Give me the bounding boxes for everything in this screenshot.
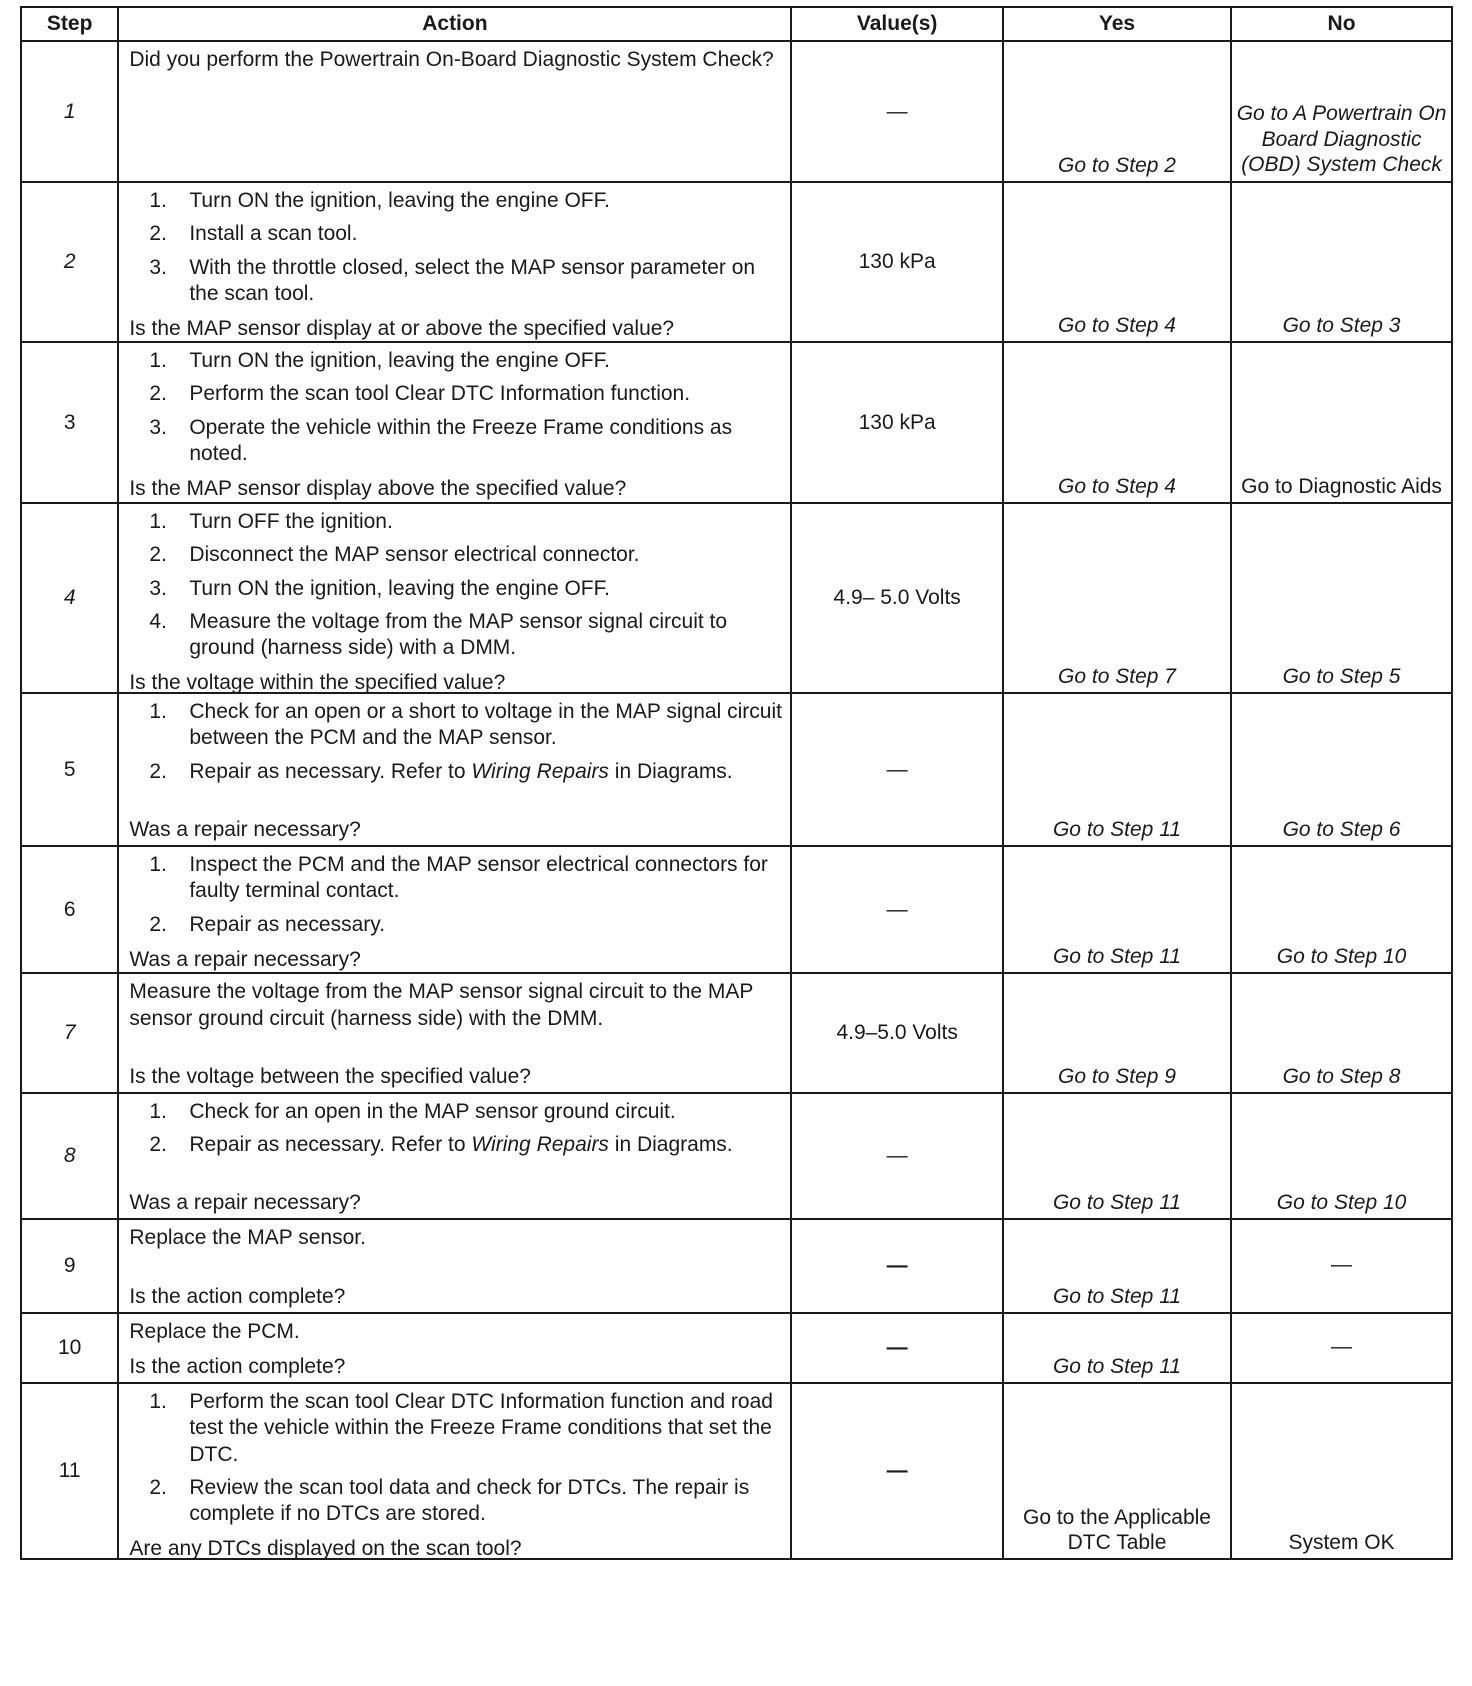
yes-cell[interactable]: Go to Step 4 <box>1003 342 1231 503</box>
action-cell <box>118 342 791 503</box>
action-body <box>129 509 782 668</box>
diagnostic-table <box>20 6 1453 1560</box>
action-body <box>129 1225 782 1252</box>
action-steps <box>129 699 782 785</box>
no-cell[interactable]: Go to Step 8 <box>1231 973 1452 1093</box>
table-row <box>21 503 1452 693</box>
action-cell <box>118 973 791 1093</box>
action-step-item: 2. Repair as necessary. <box>129 912 782 938</box>
action-body <box>129 1099 782 1166</box>
table-row <box>21 693 1452 846</box>
table-row <box>21 1383 1452 1559</box>
table-row <box>21 846 1452 973</box>
action-steps <box>129 1389 782 1527</box>
action-step-item: 1. Turn ON the ignition, leaving the engine OFF. <box>129 188 782 214</box>
action-question: Is the MAP sensor display above the specified value? <box>129 477 627 500</box>
action-step-number: 2. <box>149 912 167 936</box>
action-intro: Did you perform the Powertrain On-Board Diagnostic System Check? <box>129 48 774 71</box>
action-body <box>129 188 782 314</box>
step-number: 1 <box>21 41 118 182</box>
action-question: Is the voltage within the specified value? <box>129 671 506 695</box>
action-content <box>129 348 782 500</box>
action-step-number: 3. <box>149 255 167 279</box>
action-step-item: 1. Perform the scan tool Clear DTC Information function and road test the vehicle within the Freeze Frame conditions that set the DTC. <box>149 1390 773 1466</box>
action-content <box>129 1099 782 1216</box>
step-number: 8 <box>21 1093 118 1219</box>
action-step-item: 2. Install a scan tool. <box>129 221 782 247</box>
step-number: 7 <box>21 973 118 1093</box>
action-steps <box>129 348 782 467</box>
no-cell[interactable]: Go to Step 10 <box>1231 846 1452 973</box>
action-step-number: 1. <box>149 189 167 212</box>
action-body <box>129 852 782 945</box>
value-cell: 130 kPa <box>791 342 1002 503</box>
table-row <box>21 41 1452 182</box>
action-step-number: 1. <box>149 700 167 723</box>
header-yes: Yes <box>1003 7 1231 41</box>
action-step-number: 1. <box>149 853 167 876</box>
yes-cell[interactable]: Go to Step 4 <box>1003 182 1231 342</box>
action-step-number: 4. <box>149 609 167 633</box>
action-intro: Replace the MAP sensor. <box>129 1226 366 1249</box>
value-cell: 4.9–5.0 Volts <box>791 973 1002 1093</box>
no-cell[interactable] <box>1231 41 1452 182</box>
no-cell[interactable]: Go to Diagnostic Aids <box>1231 342 1452 503</box>
action-cell <box>118 1093 791 1219</box>
action-step-number: 2. <box>149 222 167 246</box>
action-content <box>129 1319 782 1380</box>
action-content <box>129 1225 782 1310</box>
action-question: Is the action complete? <box>129 1284 346 1308</box>
action-intro: Replace the PCM. <box>129 1320 300 1343</box>
action-step-number: 2. <box>149 1475 167 1499</box>
action-cell <box>118 693 791 846</box>
action-step-number: 1. <box>149 510 167 533</box>
action-cell <box>118 1383 791 1559</box>
action-content <box>129 509 782 695</box>
header-step: Step <box>21 7 118 41</box>
action-body <box>129 1319 782 1346</box>
table-row <box>21 973 1452 1093</box>
action-step-number: 1. <box>149 1390 167 1413</box>
action-step-item: 1. Check for an open in the MAP sensor ground circuit. <box>129 1099 782 1125</box>
wiring-repairs-link[interactable]: Wiring Repairs <box>471 1133 609 1157</box>
step-number: 10 <box>21 1313 118 1383</box>
action-steps <box>129 1099 782 1159</box>
action-cell <box>118 503 791 693</box>
value-cell: — <box>791 693 1002 846</box>
action-step-item: 2. Perform the scan tool Clear DTC Information function. <box>129 381 782 407</box>
action-question: Is the voltage between the specified value? <box>129 1064 531 1088</box>
action-step-number: 1. <box>149 1100 167 1123</box>
action-question: Are any DTCs displayed on the scan tool? <box>129 1537 522 1561</box>
value-cell: — <box>791 1219 1002 1313</box>
action-step-item: 1. Turn ON the ignition, leaving the engine OFF. <box>129 348 782 374</box>
action-cell <box>118 1313 791 1383</box>
no-cell[interactable]: System OK <box>1231 1383 1452 1559</box>
action-cell <box>118 846 791 973</box>
action-step-number: 2. <box>149 1133 167 1157</box>
step-number: 6 <box>21 846 118 973</box>
action-step-item: 1. Turn OFF the ignition. <box>129 509 782 535</box>
value-cell: — <box>791 846 1002 973</box>
wiring-repairs-link[interactable]: Wiring Repairs <box>471 759 609 783</box>
action-step-item: 2. Review the scan tool data and check for DTCs. The repair is complete if no DTCs are stored. <box>149 1475 750 1525</box>
header-row <box>21 7 1452 41</box>
action-intro: Measure the voltage from the MAP sensor signal circuit to the MAP sensor ground circuit (harness side) with the DMM. <box>129 980 754 1030</box>
table-row <box>21 1093 1452 1219</box>
action-question: Was a repair necessary? <box>129 1190 361 1214</box>
table-row <box>21 1219 1452 1313</box>
yes-cell[interactable]: Go to Step 2 <box>1003 41 1231 182</box>
yes-cell[interactable]: Go to the Applicable DTC Table <box>1003 1383 1231 1559</box>
action-step-item: 2. Disconnect the MAP sensor electrical connector. <box>129 542 782 568</box>
action-body <box>129 979 782 1032</box>
action-step-item: 3. Turn ON the ignition, leaving the engine OFF. <box>129 576 782 602</box>
step-number: 5 <box>21 693 118 846</box>
step-number: 9 <box>21 1219 118 1313</box>
step-number: 4 <box>21 503 118 693</box>
yes-cell[interactable]: Go to Step 11 <box>1003 1313 1231 1383</box>
action-step-number: 2. <box>149 543 167 567</box>
action-step-number: 2. <box>149 382 167 406</box>
value-cell: 130 kPa <box>791 182 1002 342</box>
action-step-item: 2. Repair as necessary. Refer to Wiring Repairs in Diagrams. <box>129 759 782 785</box>
yes-cell[interactable]: Go to Step 11 <box>1003 1093 1231 1219</box>
value-cell: 4.9– 5.0 Volts <box>791 503 1002 693</box>
no-cell[interactable]: Go to Step 5 <box>1231 503 1452 693</box>
value-cell: — <box>791 1313 1002 1383</box>
action-question: Was a repair necessary? <box>129 947 361 971</box>
no-cell[interactable]: Go to Step 10 <box>1231 1093 1452 1219</box>
action-step-number: 2. <box>149 759 167 783</box>
step-number: 2 <box>21 182 118 342</box>
header-no: No <box>1231 7 1452 41</box>
header-values: Value(s) <box>791 7 1002 41</box>
action-step-number: 3. <box>149 576 167 600</box>
no-cell[interactable]: — <box>1231 1219 1452 1313</box>
action-question: Is the action complete? <box>129 1354 346 1378</box>
action-body <box>129 699 782 792</box>
action-steps <box>129 852 782 938</box>
obd-system-check-link[interactable]: A Powertrain On Board Diagnostic (OBD) System Check <box>1241 102 1447 177</box>
action-step-number: 3. <box>149 415 167 439</box>
action-steps <box>129 188 782 307</box>
action-step-item: 4. Measure the voltage from the MAP sensor signal circuit to ground (harness side) with a DMM. <box>149 609 728 659</box>
action-body <box>129 47 782 74</box>
table-row <box>21 1313 1452 1383</box>
action-content <box>129 188 782 339</box>
action-content <box>129 979 782 1090</box>
step-number: 3 <box>21 342 118 503</box>
action-question: Was a repair necessary? <box>129 817 361 841</box>
value-cell: — <box>791 1093 1002 1219</box>
yes-cell[interactable]: Go to Step 9 <box>1003 973 1231 1093</box>
yes-cell[interactable]: Go to Step 11 <box>1003 693 1231 846</box>
yes-cell[interactable]: Go to Step 11 <box>1003 846 1231 973</box>
action-step-item: 3. Operate the vehicle within the Freeze Frame conditions as noted. <box>149 415 733 465</box>
table-row <box>21 342 1452 503</box>
no-cell[interactable]: Go to Step 6 <box>1231 693 1452 846</box>
action-cell <box>118 1219 791 1313</box>
no-cell[interactable]: — <box>1231 1313 1452 1383</box>
action-content <box>129 699 782 843</box>
action-body <box>129 348 782 474</box>
action-cell <box>118 41 791 182</box>
action-steps <box>129 509 782 661</box>
action-content <box>129 1389 782 1561</box>
no-cell[interactable]: Go to Step 3 <box>1231 182 1452 342</box>
table-row <box>21 182 1452 342</box>
action-step-item: 3. With the throttle closed, select the MAP sensor parameter on the scan tool. <box>149 255 756 305</box>
step-number: 11 <box>21 1383 118 1559</box>
action-step-number: 1. <box>149 349 167 372</box>
action-cell <box>118 182 791 342</box>
header-action: Action <box>118 7 791 41</box>
action-question: Is the MAP sensor display at or above the specified value? <box>129 317 675 340</box>
action-content <box>129 47 782 179</box>
value-cell: — <box>791 1383 1002 1559</box>
action-body <box>129 1389 782 1534</box>
value-cell: — <box>791 41 1002 182</box>
yes-cell[interactable]: Go to Step 11 <box>1003 1219 1231 1313</box>
no-link-text[interactable]: Go to A Powertrain On Board Diagnostic (OBD) System Check <box>1236 102 1447 177</box>
yes-cell[interactable]: Go to Step 7 <box>1003 503 1231 693</box>
action-step-item: 2. Repair as necessary. Refer to Wiring Repairs in Diagrams. <box>129 1132 782 1158</box>
action-step-item: 1. Check for an open or a short to voltage in the MAP signal circuit between the PCM and the MAP sensor. <box>149 700 782 750</box>
action-content <box>129 852 782 970</box>
action-step-item: 1. Inspect the PCM and the MAP sensor electrical connectors for faulty terminal contact. <box>149 853 768 903</box>
